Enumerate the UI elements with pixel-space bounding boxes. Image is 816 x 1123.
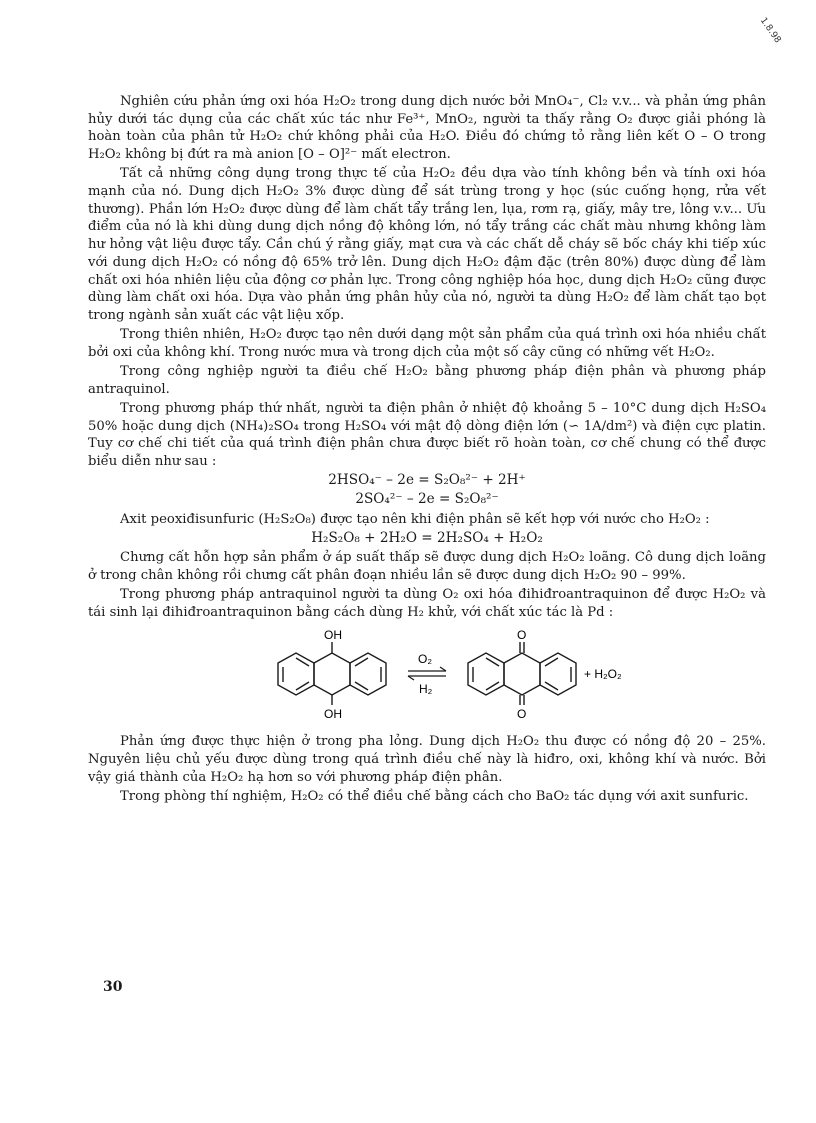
- oh-top-label: OH: [324, 628, 342, 643]
- paragraph-antraquinol: Trong phương pháp antraquinol người ta dùng O₂ oxi hóa đihiđroantraquinon để được H₂O₂ và tái sinh lại đihiđroantraquinon bằng cách dùng H₂ khử, với chất xúc tác là Pd :: [88, 586, 766, 620]
- arrow-bottom-reagent: H₂: [419, 682, 433, 697]
- paragraph-peroxodisulfuric: Axit peoxiđisunfuric (H₂S₂O₈) được tạo nên khi điện phân sẽ kết hợp với nước cho H₂O₂ :: [120, 511, 710, 527]
- body-text: [88, 93, 766, 807]
- paragraph-industry: Trong công nghiệp người ta điều chế H₂O₂ bằng phương pháp điện phân và phương pháp antraquinol.: [88, 364, 766, 397]
- antraquinol-reaction-scheme: [88, 625, 766, 725]
- equation-3: H₂S₂O₈ + 2H₂O = 2H₂SO₄ + H₂O₂: [311, 529, 543, 546]
- arrow-top-reagent: O₂: [418, 652, 432, 667]
- paragraph-nature: Trong thiên nhiên, H₂O₂ được tạo nên dưới dạng một sản phẩm của quá trình oxi hóa nhiều chất bởi oxi của không khí. Trong nước mưa và trong dịch của một số cây cũng có những vết H₂O₂.: [88, 327, 766, 360]
- oh-bottom-label: OH: [324, 707, 342, 722]
- o-bottom-label: O: [517, 707, 527, 722]
- product-label: + H₂O₂: [584, 667, 622, 682]
- page-number: 30: [103, 979, 123, 995]
- equation-2: 2SO₄²⁻ – 2e = S₂O₈²⁻: [355, 491, 499, 508]
- paragraph-electrolysis: Trong phương pháp thứ nhất, người ta điện phân ở nhiệt độ khoảng 5 – 10°C dung dịch H₂SO₄ 50% hoặc dung dịch (NH₄)₂SO₄ trong H₂SO₄ với mật độ dòng điện lớn (∽ 1A/dm²) và điện cực platin. Tuy cơ chế chi tiết của quá trình điện phân chưa được biết rõ hoàn toàn, cơ chế chung có thể được biểu diễn như sau :: [88, 400, 766, 470]
- o-top-label: O: [517, 628, 527, 643]
- paragraph-laboratory: Trong phòng thí nghiệm, H₂O₂ có thể điều chế bằng cách cho BaO₂ tác dụng với axit sunfuric.: [120, 789, 749, 804]
- corner-note: 1.8.98: [757, 16, 783, 46]
- equation-1: 2HSO₄⁻ – 2e = S₂O₈²⁻ + 2H⁺: [328, 472, 526, 489]
- equilibrium-arrow: [408, 667, 446, 680]
- paragraph-applications: Tất cả những công dụng trong thực tế của H₂O₂ đều dựa vào tính không bền và tính oxi hóa mạnh của nó. Dung dịch H₂O₂ 3% được dùng để sát trùng trong y học (súc cuống họng, rửa vết thương). Phần lớn H₂O₂ được dùng để làm chất tẩy trắng len, lụa, rơm rạ, giấy, mây tre, lông v.v... Ưu điểm của nó là khi dùng dung dịch nồng độ không lớn, nó tẩy trắng các chất màu nhưng không làm hư hỏng vật liệu được tẩy. Cần chú ý rằng giấy, mạt cưa và các chất dễ cháy sẽ bốc cháy khi tiếp xúc với dung dịch H₂O₂ có nồng độ 65% trở lên. Dung dịch H₂O₂ đậm đặc (trên 80%) được dùng để làm chất oxi hóa nhiên liệu của động cơ phản lực. Trong công nghiệp hóa học, dung dịch H₂O₂ cũng được dùng làm chất oxi hóa. Dựa vào phản ứng phân hủy của nó, người ta dùng H₂O₂ để làm chất tạo bọt trong ngành sản xuất các vật liệu xốp.: [88, 166, 766, 323]
- paragraph-oxidation-study: Nghiên cứu phản ứng oxi hóa H₂O₂ trong dung dịch nước bởi MnO₄⁻, Cl₂ v.v... và phản ứng phân hủy dưới tác dụng của các chất xúc tác như Fe³⁺, MnO₂, người ta thấy rằng O₂ được giải phóng là hoàn toàn của phân tử H₂O₂ chứ không phải của H₂O. Điều đó chứng tỏ rằng liên kết O – O trong H₂O₂ không bị đứt ra mà anion [O – O]²⁻ mất electron.: [88, 94, 766, 163]
- paragraph-liquid-phase: Phản ứng được thực hiện ở trong pha lỏng. Dung dịch H₂O₂ thu được có nồng độ 20 – 25%. Nguyên liệu chủ yếu được dùng trong quá trình điều chế này là hiđro, oxi, không khí và nước. Bởi vậy giá thành của H₂O₂ hạ hơn so với phương pháp điện phân.: [88, 734, 766, 785]
- paragraph-distillation: Chưng cất hỗn hợp sản phẩm ở áp suất thấp sẽ được dung dịch H₂O₂ loãng. Cô dung dịch loãng ở trong chân không rồi chưng cất phân đoạn nhiều lần sẽ được dung dịch H₂O₂ 90 – 99%.: [88, 550, 766, 583]
- dihydroanthraquinone-structure: [278, 642, 386, 705]
- reaction-diagram: [248, 625, 668, 725]
- anthraquinone-structure: [468, 642, 576, 705]
